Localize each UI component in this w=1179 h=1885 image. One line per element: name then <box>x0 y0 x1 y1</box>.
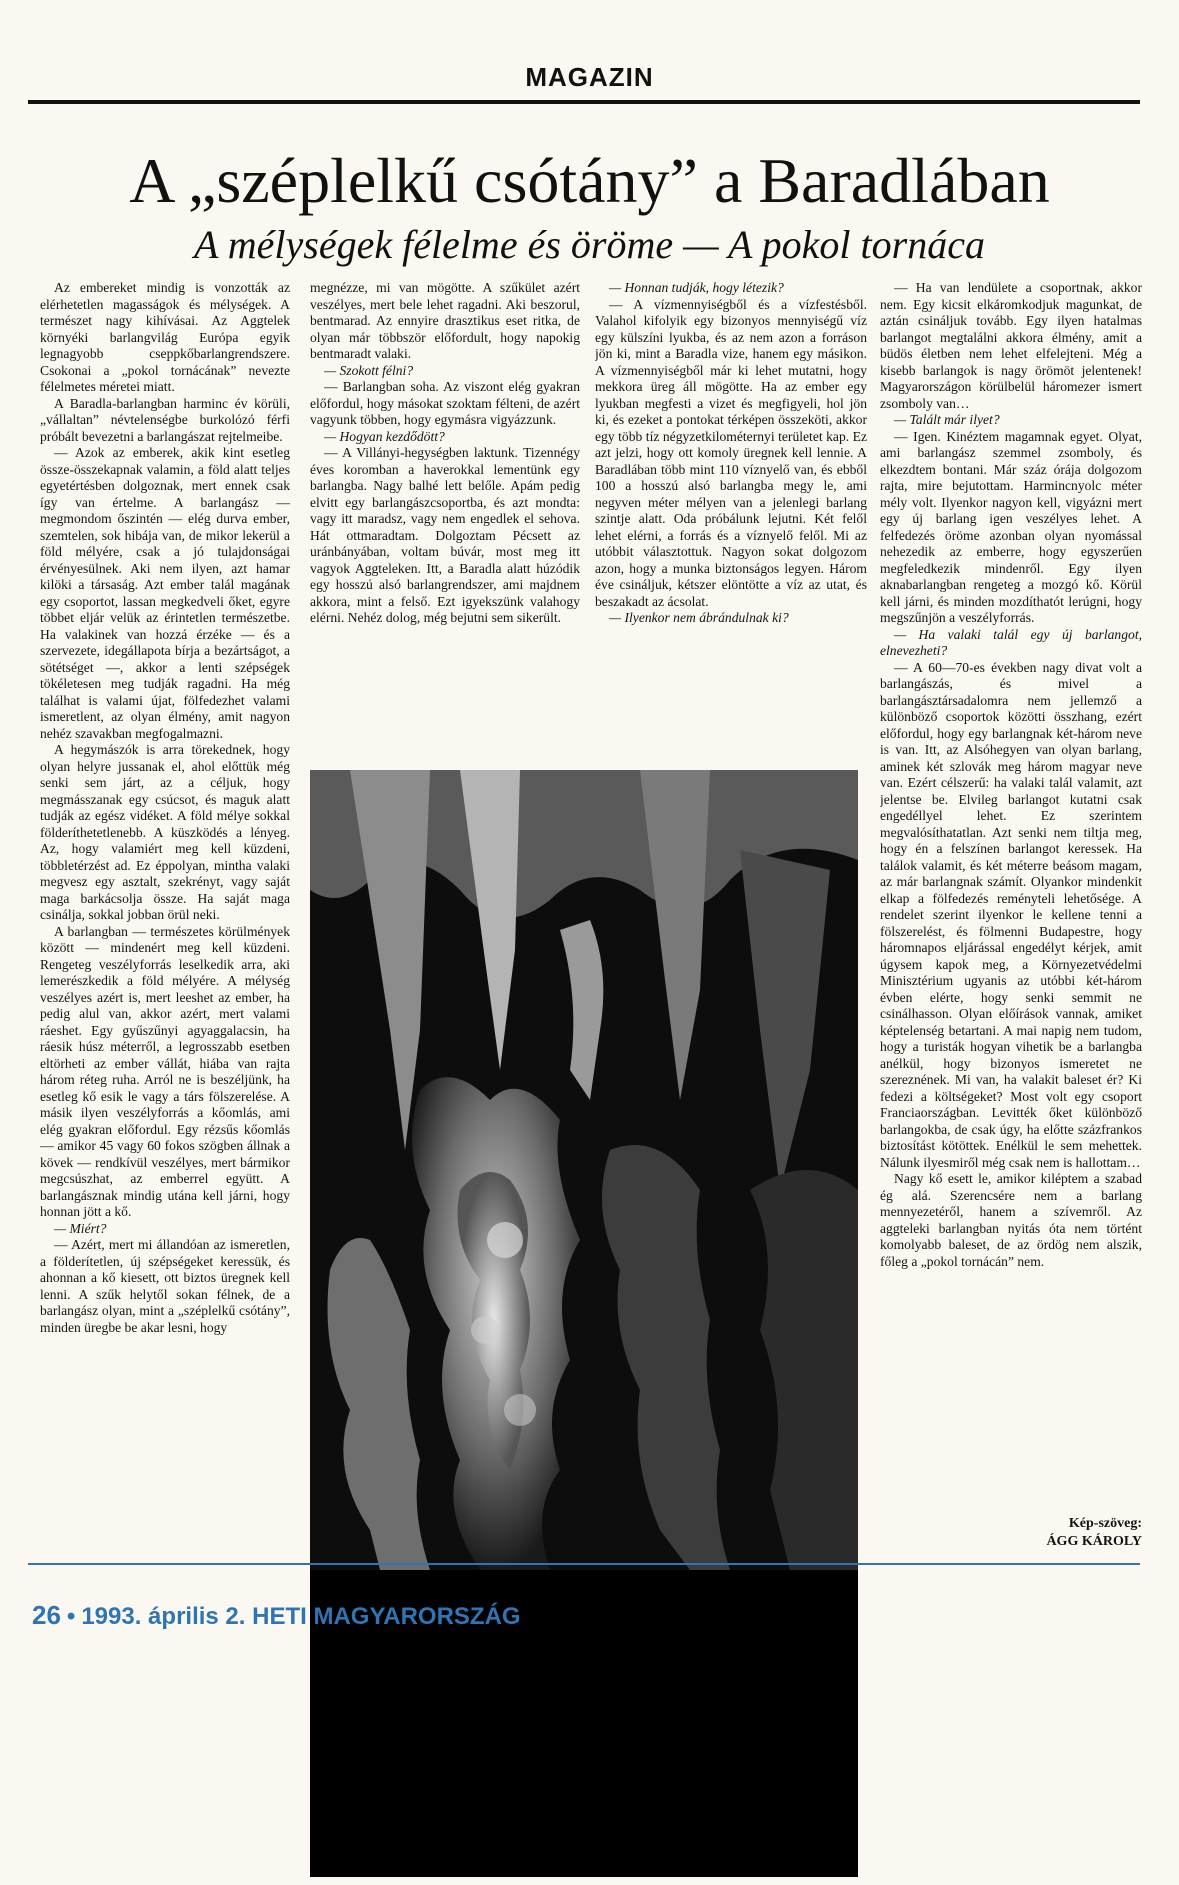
article-paragraph: — Barlangban soha. Az viszont elég gyakran előfordul, hogy másokat szoktam félteni, de azért vagyunk többen, hogy egymásra vigyázzunk. <box>310 379 580 427</box>
article-paragraph: Nagy kő esett le, amikor kiléptem a szabad ég alá. Szerencsére nem a barlang mennyezetéről, hanem a szívemről. Az aggteleki barlangban nyitás óta nem történt komolyabb baleset, de az ördög nem alszik, főleg a „pokol tornácán” nem. <box>880 1171 1142 1269</box>
section-label: MAGAZIN <box>525 62 654 92</box>
photo-credit-author: ÁGG KÁROLY <box>1046 1534 1142 1549</box>
article-paragraph: — Azért, mert mi állandóan az ismeretlen, a földerítetlen, új szépségeket keressük, és ahonnan a kő kiesett, ott biztos üregnek kell lenni. A szűk helytől sokan félnek, de a barlangász olyan, mint a „széplelkű csótány”, minden üregbe be akar lesni, hogy <box>40 1237 290 1335</box>
article-column-4 <box>880 280 1142 1885</box>
top-rule <box>28 100 1140 104</box>
article-paragraph: — Igen. Kinéztem magamnak egyet. Olyat, ami barlangász szemmel zsomboly, és elkezdtem bontani. Már száz órája dolgozom rajta, mire bejutottam. Harmincnyolc méter mély volt. Ilyenkor nagyon kell, vigyázni mert egy új barlang igen veszélyes lehet. A felfedezés öröme azonban olyan nyomással nehezedik az emberre, hogy egyszerűen megfeledkezik mindenről. Egy ilyen aknabarlangban rengeteg a mozgó kő. Körül kell járni, és minden mozdíthatót lerúgni, hogy megszűnjön a veszélyforrás. <box>880 428 1142 625</box>
interview-question: — Honnan tudják, hogy létezik? <box>609 280 784 295</box>
article-paragraph: — Ha van lendülete a csoportnak, akkor nem. Egy kicsit elkáromkodjuk magunkat, de aztán csináljuk tovább. Egy ilyen hatalmas barlangot megtalálni akkora élmény, amit a büdös életben nem lehet elfelejteni. Még a kisebb barlangok is nagy örömöt jelentenek! Magyarországon körülbelül háromezer ismert zsomboly van… <box>880 280 1142 411</box>
article-paragraph: A hegymászók is arra törekednek, hogy olyan helyre jussanak el, ahol előttük még senki sem járt, az a céljuk, hogy megmásszanak egy csúcsot, és maguk alatt tudják az egész vidéket. A föld mélye sokkal földeríthetetlenebb. A küszködés a lényeg. Az, hogy valamiért meg kell küzdeni, többletérzést ad. Ez éppolyan, mintha valaki megvesz egy asztalt, szekrényt, vagy saját maga barkácsolja össze. Ha saját maga csinálja, sokkal jobban örül neki. <box>40 742 290 922</box>
article-paragraph: — A Villányi-hegységben laktunk. Tizennégy éves koromban a haverokkal lementünk egy barlangba. Nagy balhé lett belőle. Apám pedig elvitt egy barlangászcsoportba, és azt mondta: vagy itt maradsz, vagy nem engedlek el sehova. Hát ottmaradtam. Dolgoztam Pécsett az uránbányában, voltam búvár, most meg itt vagyok Aggteleken. Itt, a Baradla alatt húzódik egy hosszú alsó barlangrendszer, ami majdnem akkora, mint a felső. Ezt igyekszünk valahogy elérni. Nehéz dolog, még bejutni sem sikerült. <box>310 445 580 625</box>
cave-photo <box>310 770 858 1877</box>
article-column-1 <box>40 280 290 1878</box>
stalactite-image <box>310 770 858 1570</box>
publication-name: HETI MAGYARORSZÁG <box>252 1603 521 1630</box>
bottom-rule <box>28 1563 1140 1565</box>
article-paragraph: megnézze, mi van mögötte. A szűkület azért veszélyes, mert bele lehet ragadni. Aki beszorul, bentmarad. Az ennyire drasztikus eset ritka, de olyan már többször előfordult, hogy napokig bentmaradt valaki. <box>310 280 580 361</box>
article-paragraph: Az embereket mindig is vonzották az elérhetetlen magasságok és mélységek. A természet nagy kihívásai. Az Aggtelek környéki barlangvilág Európa egyik legnagyobb cseppkőbarlangrendszere. Csokonai a „pokol tornácának” nevezte félelmetes méretei miatt. <box>40 280 290 394</box>
headline: A „széplelkű csótány” a Baradlában <box>129 145 1050 216</box>
article-column-2 <box>310 280 580 740</box>
page-number: 26 <box>32 1600 61 1630</box>
subheadline: A mélységek félelme és öröme — A pokol tornáca <box>194 222 985 267</box>
interview-question: — Miért? <box>54 1220 107 1236</box>
article-paragraph: — Azok az emberek, akik kint esetleg össze-összekapnak valamin, a föld alatt teljes egyetértésben dolgoznak, mert ennek csak így van értelme. A barlangász — megmondom őszintén — elég durva ember, szemtelen, sok hibája van, de mikor lekerül a föld mélyére, csak a jó tulajdonságai érvényesülnek. Aki nem ilyen, azt hamar kilöki a társaság. Azt ember talál magának egy csoportot, lassan megkedveli őket, egyre többet eljár velük az érintetlen természetbe. Ha valakinek van hozzá érzéke — és a szervezete, idegállapota bírja a bezártságot, a sötétséget —, akkor a lenti szépségek tökéletesen meg tudják ragadni. Ha még találhat is valami újat, fölfedezhet valami ismeretlent, az olyan élmény, amit nagyon nehéz szavakban megfogalmazni. <box>40 445 290 741</box>
interview-question: — Ilyenkor nem ábrándulnak ki? <box>609 610 789 625</box>
interview-question: — Talált már ilyet? <box>894 412 1000 427</box>
article-paragraph: — A 60—70-es években nagy divat volt a barlangászás, és mivel a barlangásztársadalomra nem jellemző a különböző csoportok közötti összhang, ezért előfordul, hogy egy barlangnak két-három neve is van. Itt, az Alsóhegyen van olyan barlang, aminek két szlovák meg három magyar neve van. Ezért célszerű: ha valaki talál valamit, azt jelentse be. Elvileg barlangot kutatni csak engedéllyel lehet. Ez szerintem megvalósíthatatlan. Azt senki nem tiltja meg, hogy én a felszínen barlangot keressek. Ha találok valamit, és két méterre beásom magam, az már barlangnak számít. Olyankor mindenkit elkap a fölfedezés reményteli lehetősége. A rendelet szerint ilyenkor le kellene tenni a fölszerelést, és fölmenni Budapestre, hogy háromnapos eljárással engedélyt kérjek, amit úgysem kapok meg, a Környezetvédelmi Minisztérium ugyanis az utóbbi két-három évben elérte, hogy senki semmit ne csinálhasson. Olyan előírások vannak, amiket képtelenség betartani. A mai napig nem tudom, hogy a turisták hogyan vihetik be a barlangba anélkül, hogy bizonyos ismeretet ne szereznének. Mi van, ha valakit baleset ér? Ki fedezi a költségeket? Most volt egy csoport Franciaországban. Levitték őket különböző barlangokba, de csak úgy, ha előtte százfrankos biztosítást kötöttek. Enélkül le sem mehettek. Nálunk ilyesmiről még csak nem is hallottam… <box>880 659 1142 1170</box>
issue-date: 1993. április 2. <box>81 1603 246 1630</box>
interview-question: — Szokott félni? <box>324 362 414 378</box>
page-footer <box>32 1600 521 1631</box>
article-paragraph: — A vízmennyiségből és a vízfestésből. Valahol kifolyik egy bizonyos mennyiségű víz egy külszíni lyukba, és az nem azon a forráson jön ki, mint a Baradla vize, hanem egy másikon. A vízmennyiségből már ki lehet mutatni, hogy mekkora üreg áll mögötte. Ha az ember egy lyukban megfesti a vizet és megfigyeli, hol jön ki, és ezeket a pontokat térképen összeköti, akkor egy több tíz négyzetkilométernyi területet kap. Ez azt jelzi, hogy ott komoly üregnek kell lennie. A Baradlában több mint 110 víznyelő van, és ebből 100 a hosszú alsó barlangba megy le, ami negyven méter mélyen van a jelenlegi barlang szintje alatt. Oda próbálunk lejutni. Két felől lehet elérni, a forrás és a víznyelő felől. Mi az utóbbit választottuk. Nagyon sokat dolgozom azon, hogy a munka biztonságos legyen. Három éve csináljuk, kétszer elöntötte a víz az utat, és beszakadt az ácsolat. <box>595 296 867 609</box>
article-paragraph: A Baradla-barlangban harminc év körüli, „vállaltan” névtelenségbe burkolózó férfi próbált bevezetni a barlangászat rejtelmeibe. <box>40 395 290 444</box>
article-paragraph: A barlangban — természetes körülmények között — mindenért meg kell küzdeni. Rengeteg veszélyforrás leselkedik arra, aki lemerészkedik a föld mélyére. A mélység veszélyes azért is, mert leeshet az ember, ha pedig alul van, akkor azért, mert valami ráeshet. Egy gyűszűnyi agyaggalacsin, ha ráesik húsz méterről, a legrosszabb esetben eltörheti az ember vállát, hiába van rajta három réteg ruha. Arról ne is beszéljünk, ha esetleg kő esik le vagy a társ fölszerelése. A másik ilyen veszélyforrás a kőomlás, ami elég gyakran előfordul. Egy rézsűs kőomlás — amikor 45 vagy 60 fokos szögben állnak a kövek — rendkívül veszélyes, mert bármikor megcsúszhat, az emberrel együtt. A barlangásznak mindig utána kell járni, hogy honnan jött a kő. <box>40 923 290 1219</box>
interview-question: — Hogyan kezdődött? <box>324 428 445 444</box>
photo-credit <box>880 1515 1142 1551</box>
footer-bullet-icon: • <box>66 1603 76 1630</box>
photo-credit-label: Kép-szöveg: <box>1068 1516 1142 1531</box>
article-column-3 <box>595 280 867 740</box>
interview-question: — Ha valaki talál egy új barlangot, elnevezheti? <box>880 626 1142 658</box>
